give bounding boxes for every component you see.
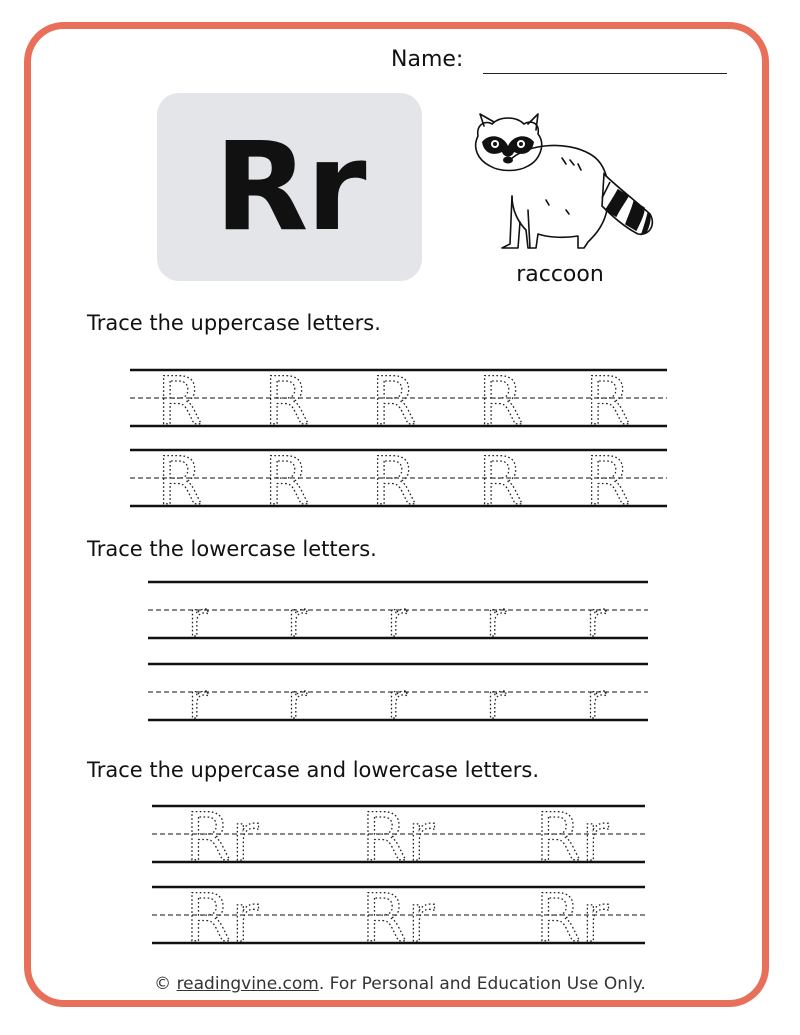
copyright-symbol: © [154,974,172,994]
section-heading-mixed: Trace the uppercase and lowercase letters. [87,758,540,782]
trace-letter[interactable]: R [585,363,631,440]
footer-site-link[interactable]: readingvine.com [176,974,319,994]
trace-letter[interactable]: R [157,443,203,520]
trace-letter[interactable]: R [264,363,310,440]
section-heading-uppercase: Trace the uppercase letters. [87,311,381,335]
trace-letter[interactable]: Rr [535,880,609,957]
section-heading-lowercase: Trace the lowercase letters. [87,537,377,561]
trace-letter[interactable]: r [486,592,506,648]
trace-letter[interactable]: r [586,674,606,730]
trace-letter[interactable]: r [188,674,208,730]
trace-letter[interactable]: r [188,592,208,648]
trace-letter[interactable]: Rr [535,799,609,876]
trace-letter[interactable]: r [387,592,407,648]
trace-letter[interactable]: R [264,443,310,520]
trace-letter[interactable]: R [478,443,524,520]
trace-letter[interactable]: r [586,592,606,648]
trace-letter[interactable]: r [486,674,506,730]
name-label: Name: [391,47,464,72]
picture-word: raccoon [516,262,604,287]
trace-letter[interactable]: Rr [185,799,259,876]
trace-letter[interactable]: R [157,363,203,440]
trace-letter[interactable]: R [478,363,524,440]
trace-letter[interactable]: R [371,443,417,520]
trace-letter[interactable]: R [585,443,631,520]
featured-letters: Rr [214,116,365,258]
trace-letter[interactable]: Rr [361,880,435,957]
trace-letter[interactable]: r [287,674,307,730]
trace-letter[interactable]: Rr [185,880,259,957]
trace-letter[interactable]: r [287,592,307,648]
footer [0,974,800,994]
trace-letter[interactable]: r [387,674,407,730]
footer-notice: . For Personal and Education Use Only. [318,974,646,994]
trace-letter[interactable]: Rr [361,799,435,876]
trace-letter[interactable]: R [371,363,417,440]
